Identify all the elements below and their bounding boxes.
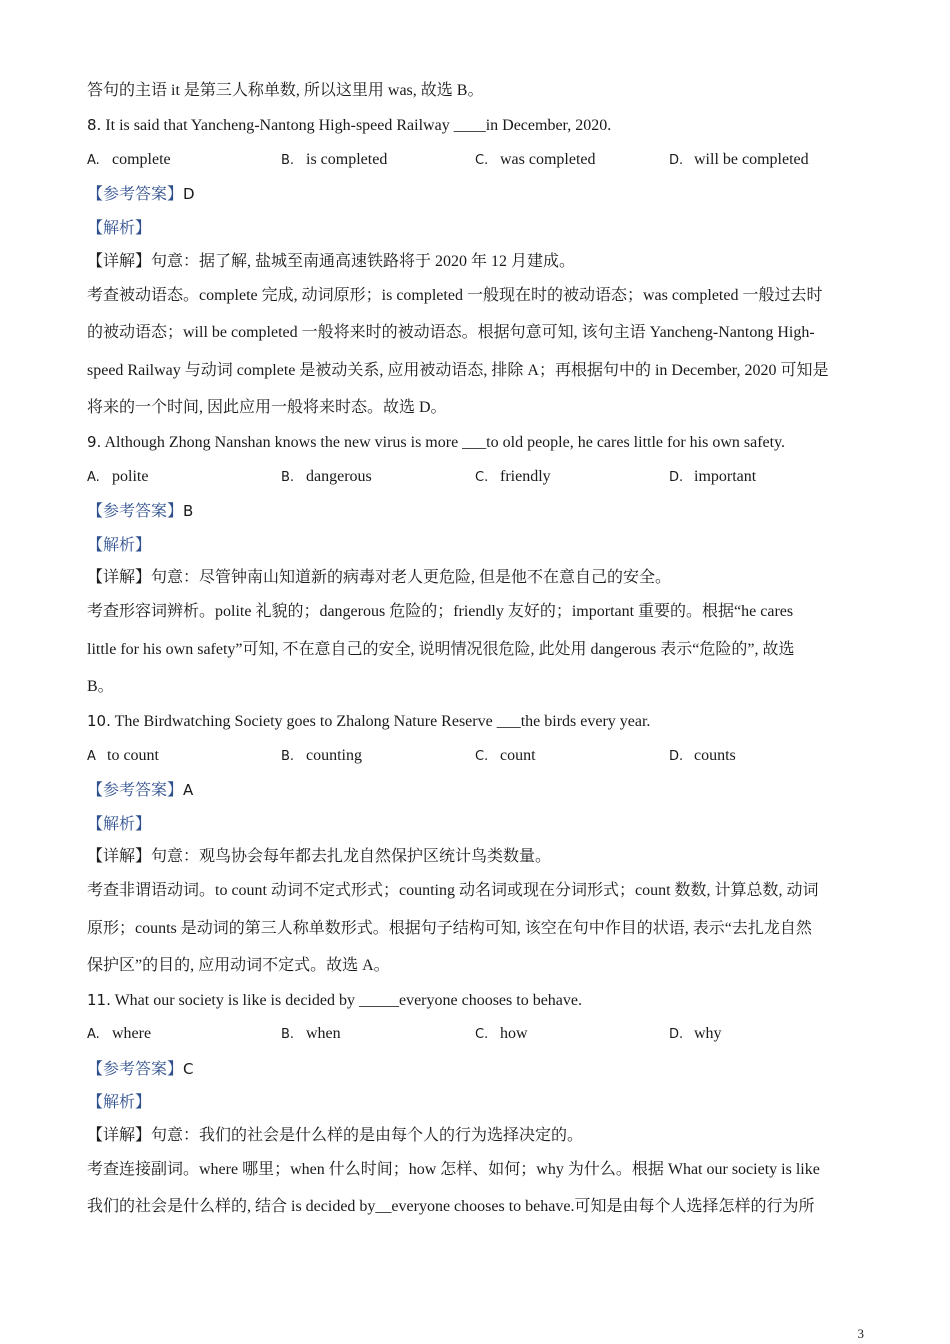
q9-answer	[87, 500, 862, 523]
q10-answer	[87, 779, 862, 802]
q10-explanation-line: 考查非谓语动词。to count 动词不定式形式；counting 动名词或现在分词形式；count 数数, 计算总数, 动词	[87, 882, 819, 899]
q8-answer	[87, 183, 862, 206]
q8-option-a	[87, 149, 171, 172]
q8-detail: 【详解】句意：据了解, 盐城至南通高速铁路将于 2020 年 12 月建成。	[87, 253, 576, 270]
question-number: 9.	[87, 433, 102, 451]
question-text: The Birdwatching Society goes to Zhalong Nature Reserve ___the birds every year.	[114, 713, 651, 730]
q8-option-d	[669, 149, 809, 172]
q11-option-a	[87, 1023, 151, 1046]
option-text: to count	[107, 747, 159, 764]
q9-explanation-line: B。	[87, 678, 114, 695]
answer-label: 【参考答案】	[87, 503, 184, 520]
q9-detail: 【详解】句意：尽管钟南山知道新的病毒对老人更危险, 但是他不在意自己的安全。	[87, 569, 672, 586]
q8-explanation-line: speed Railway 与动词 complete 是被动关系, 应用被动语态, 排除 A；再根据句中的 in December, 2020 可知是	[87, 362, 829, 379]
q11-explanation-line: 考查连接副词。where 哪里；when 什么时间；how 怎样、如何；why 为什么。根据 What our society is like	[87, 1161, 820, 1178]
q8-explanation-line: 的被动语态；will be completed 一般将来时的被动语态。根据句意可知, 该句主语 Yancheng-Nantong High-	[87, 324, 815, 341]
q10-explanation-line: 保护区”的目的, 应用动词不定式。故选 A。	[87, 957, 390, 974]
option-text: polite	[112, 468, 149, 485]
answer-value: C	[183, 1060, 194, 1078]
q11-option-d	[669, 1023, 722, 1046]
option-letter: A.	[87, 1027, 100, 1042]
q8-option-c	[475, 149, 596, 172]
answer-value: B	[183, 502, 194, 520]
question-8-stem	[87, 114, 862, 137]
continuation-text: 答句的主语 it 是第三人称单数, 所以这里用 was, 故选 B。	[87, 82, 484, 99]
question-text: Although Zhong Nanshan knows the new virus is more ___to old people, he cares little for his own safety.	[104, 434, 786, 451]
option-letter: C.	[475, 749, 489, 764]
option-text: counting	[306, 747, 362, 764]
option-text: friendly	[500, 468, 551, 485]
q11-analysis-label: 【解析】	[87, 1094, 152, 1111]
option-text: where	[112, 1025, 152, 1042]
q10-option-b	[281, 745, 362, 768]
q9-option-b	[281, 466, 372, 489]
q9-option-a	[87, 466, 148, 489]
q10-option-d	[669, 745, 736, 768]
q8-option-b	[281, 149, 387, 172]
q10-detail: 【详解】句意：观鸟协会每年都去扎龙自然保护区统计鸟类数量。	[87, 848, 552, 865]
option-letter: D.	[669, 470, 684, 485]
page-number: 3	[857, 1326, 864, 1341]
q11-answer	[87, 1058, 862, 1081]
question-text: It is said that Yancheng-Nantong High-speed Railway ____in December, 2020.	[105, 117, 612, 134]
q9-analysis-label: 【解析】	[87, 537, 152, 554]
option-text: count	[500, 747, 536, 764]
q9-explanation-line: 考查形容词辨析。polite 礼貌的；dangerous 危险的；friendly 友好的；important 重要的。根据“he cares	[87, 603, 794, 620]
question-number: 10.	[87, 712, 111, 730]
option-letter: B.	[281, 1027, 295, 1042]
option-letter: A	[87, 749, 96, 764]
option-letter: B.	[281, 470, 295, 485]
option-letter: D.	[669, 1027, 684, 1042]
option-text: important	[694, 468, 757, 485]
option-text: was completed	[500, 151, 596, 168]
q9-option-c	[475, 466, 551, 489]
q9-explanation-line: little for his own safety”可知, 不在意自己的安全, 说明情况很危险, 此处用 dangerous 表示“危险的”, 故选	[87, 641, 795, 658]
option-text: complete	[112, 151, 171, 168]
q10-explanation-line: 原形；counts 是动词的第三人称单数形式。根据句子结构可知, 该空在句中作目的状语, 表示“去扎龙自然	[87, 920, 812, 937]
q8-explanation-line: 考查被动语态。complete 完成, 动词原形；is completed 一般现在时的被动语态；was completed 一般过去时	[87, 287, 823, 304]
question-10-stem	[87, 710, 862, 733]
option-letter: C.	[475, 1027, 489, 1042]
option-text: dangerous	[306, 468, 372, 485]
answer-value: A	[183, 781, 194, 799]
q8-analysis-label: 【解析】	[87, 220, 152, 237]
q11-option-c	[475, 1023, 528, 1046]
option-letter: B.	[281, 749, 295, 764]
option-letter: D.	[669, 153, 684, 168]
q11-explanation-line: 我们的社会是什么样的, 结合 is decided by__everyone chooses to behave.可知是由每个人选择怎样的行为所	[87, 1198, 815, 1215]
question-text: What our society is like is decided by _____everyone chooses to behave.	[114, 992, 582, 1009]
q10-option-a	[87, 745, 159, 768]
option-text: counts	[694, 747, 736, 764]
option-letter: B.	[281, 153, 295, 168]
option-letter: C.	[475, 153, 489, 168]
option-text: how	[500, 1025, 528, 1042]
question-number: 8.	[87, 116, 102, 134]
q8-explanation-line: 将来的一个时间, 因此应用一般将来时态。故选 D。	[87, 399, 447, 416]
q10-option-c	[475, 745, 536, 768]
option-text: why	[694, 1025, 722, 1042]
option-text: when	[306, 1025, 341, 1042]
option-letter: A.	[87, 153, 100, 168]
q11-detail: 【详解】句意：我们的社会是什么样的是由每个人的行为选择决定的。	[87, 1127, 584, 1144]
question-11-stem	[87, 989, 862, 1012]
answer-label: 【参考答案】	[87, 186, 184, 203]
q11-option-b	[281, 1023, 341, 1046]
option-letter: C.	[475, 470, 489, 485]
option-text: is completed	[306, 151, 388, 168]
answer-label: 【参考答案】	[87, 1061, 184, 1078]
option-letter: D.	[669, 749, 684, 764]
q9-option-d	[669, 466, 756, 489]
q10-analysis-label: 【解析】	[87, 816, 152, 833]
option-letter: A.	[87, 470, 100, 485]
question-number: 11.	[87, 991, 111, 1009]
option-text: will be completed	[694, 151, 809, 168]
answer-value: D	[183, 185, 195, 203]
question-9-stem	[87, 431, 862, 454]
answer-label: 【参考答案】	[87, 782, 184, 799]
